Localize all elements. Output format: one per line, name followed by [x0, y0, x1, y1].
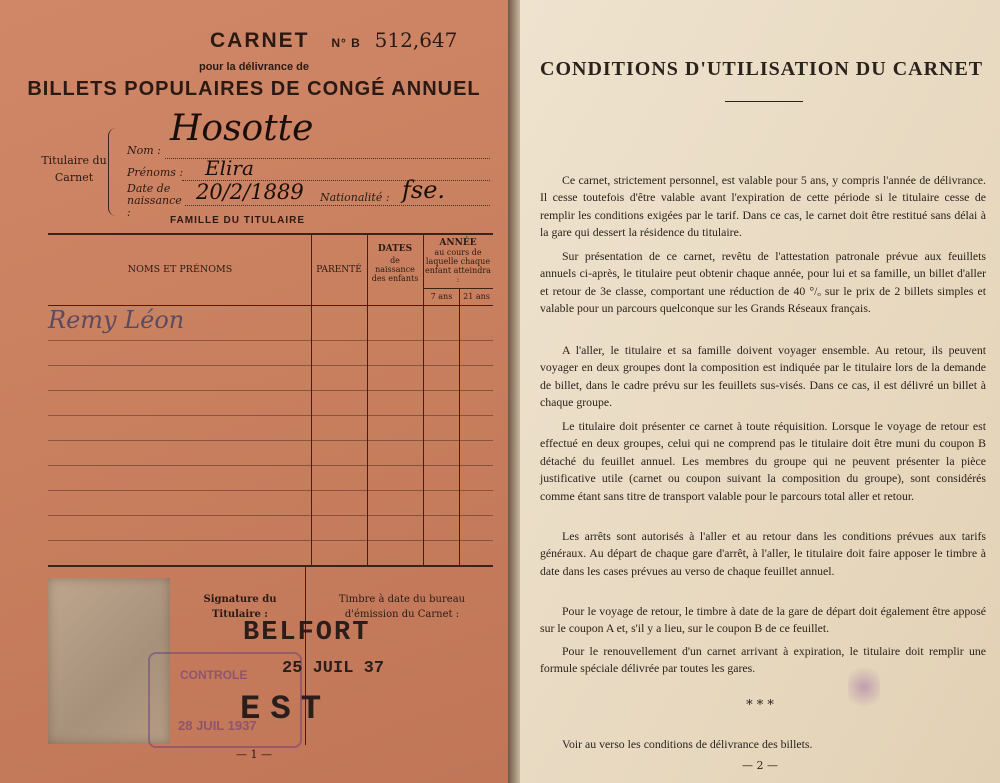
col-annee-sub: au cours de laquelle chaque enfant atteindra : [425, 248, 491, 284]
paragraph-1: Ce carnet, strictement personnel, est valable pour 5 ans, y compris l'année de délivrance. Il cesse toutefois d'être valable avant l'expiration de cette période si le titulaire cesse de remplir les conditions exigées par le tarif. Dans ce cas, le carnet doit être restitué sans délai à la gare qui dessert la résidence du titulaire. [540, 173, 986, 240]
col-noms-header: NOMS ET PRÉNOMS [127, 264, 233, 275]
col-21ans: 21 ans [463, 292, 490, 301]
naissance-value: 20/2/1889 [196, 180, 304, 204]
signature-label: Signature du Titulaire : [203, 594, 277, 620]
brace-divider [108, 128, 119, 216]
conditions-title: CONDITIONS D'UTILISATION DU CARNET [540, 58, 984, 80]
table-row [48, 440, 493, 441]
table-row [48, 515, 493, 516]
stamp-city: BELFORT [243, 618, 371, 648]
carnet-nb-label: N° B [331, 36, 361, 50]
carnet-number: 512,647 [374, 28, 458, 52]
table-row [48, 365, 493, 366]
nationalite-value: fse. [402, 176, 446, 204]
nationalite-label: Nationalité : [320, 191, 390, 204]
prenoms-label: Prénoms : [127, 166, 184, 179]
carnet-header [210, 28, 457, 53]
table-row [48, 340, 493, 341]
table-row [48, 465, 493, 466]
paragraph-7: Pour le renouvellement d'un carnet arrivant à expiration, le titulaire doit remplir une formule spéciale délivrée par toutes les gares. [540, 644, 986, 676]
paragraph-5: Les arrêts sont autorisés à l'aller et au retour dans les conditions prévues aux tarifs généraux. Au départ de chaque gare d'arrêt, à l'aller, le titulaire doit faire apposer le timbre à date dans les cases prévues au verso de chaque feuillet annuel. [540, 529, 986, 578]
paragraph-6: Pour le voyage de retour, le timbre à date de la gare de départ doit également être apposé sur le coupon A et, s'il y a lieu, sur le coupon B de ce feuillet. [540, 604, 986, 636]
table-row [48, 540, 493, 541]
family-entry: Remy Léon [48, 306, 185, 334]
table-bottom-rule [48, 565, 493, 567]
naissance-label: Date de naissance : [127, 182, 182, 219]
carnet-subtitle: pour la délivrance de [198, 61, 310, 73]
table-row [48, 390, 493, 391]
carnet-main-title: BILLETS POPULAIRES DE CONGÉ ANNUEL [27, 78, 481, 100]
naissance-line [185, 205, 490, 206]
timbre-label: Timbre à date du bureau d'émission du Carnet : [338, 594, 466, 620]
separator-stars: * * * [746, 698, 774, 713]
paragraph-4: Le titulaire doit présenter ce carnet à toute réquisition. Lorsque le voyage de retour est effectué en deux groupes, celui qui ne comprend pas le titulaire doit être muni du coupon B détaché du feuillet annuel. Les membres du groupe qui ne peuvent présenter la pièce justificative utile (carnet ou coupon suivant la composition du groupe), sont considérés comme étant sans titre de transport valable pour le parcours total aller et retour. [540, 419, 986, 503]
table-top-rule [48, 233, 493, 235]
control-stamp-text: CONTROLE [180, 668, 248, 682]
famille-title: FAMILLE DU TITULAIRE [170, 215, 305, 226]
titulaire-label: Titulaire du Carnet [41, 154, 107, 184]
annee-sub-rule [423, 288, 493, 289]
paragraph-3: A l'aller, le titulaire et sa famille doivent voyager ensemble. Au retour, ils peuvent voyager en deux groupes dont la composition est indiquée par le titulaire lors de la demande de billet, dans le cadre prévu sur les feuillets sus-visés. Dans ce cas, il est délivré un billet à chaque groupe. [540, 343, 986, 410]
col-divider-4 [459, 288, 460, 565]
control-stamp-date: 28 JUIL 1937 [178, 718, 257, 733]
nom-value: Hosotte [170, 108, 314, 149]
footer-note: Voir au verso les conditions de délivrance des billets. [562, 737, 813, 751]
page-number-left: — 1 — [236, 748, 272, 761]
right-page [520, 0, 1000, 783]
col-annee-header: ANNÉE [439, 238, 477, 248]
prenoms-value: Elira [205, 156, 254, 180]
stamp-network: EST [240, 691, 332, 729]
table-row [48, 415, 493, 416]
stamp-date: 25 JUIL 37 [282, 659, 385, 678]
title-rule [725, 101, 803, 102]
book-gutter [508, 0, 520, 783]
col-7ans: 7 ans [430, 292, 453, 301]
nom-label: Nom : [127, 144, 161, 157]
page-number-right: — 2 — [742, 759, 778, 772]
col-dates-sub: de naissance des enfants [371, 256, 419, 283]
col-parente-header: PARENTÉ [316, 265, 362, 275]
carnet-label: CARNET [210, 29, 310, 52]
paragraph-2: Sur présentation de ce carnet, revêtu de l'attestation patronale prévue aux feuillets annuels ci-après, le titulaire peut obtenir chaque année, pour lui et sa famille, un billet d'aller et retour de 3e classe, comportant une réduction de 40 °/ₒ sur le prix de 2 billets simples et valable pour un parcours quelconque sur les Grands Réseaux français. [540, 249, 986, 316]
table-row [48, 490, 493, 491]
col-dates-header: DATES [377, 244, 413, 254]
